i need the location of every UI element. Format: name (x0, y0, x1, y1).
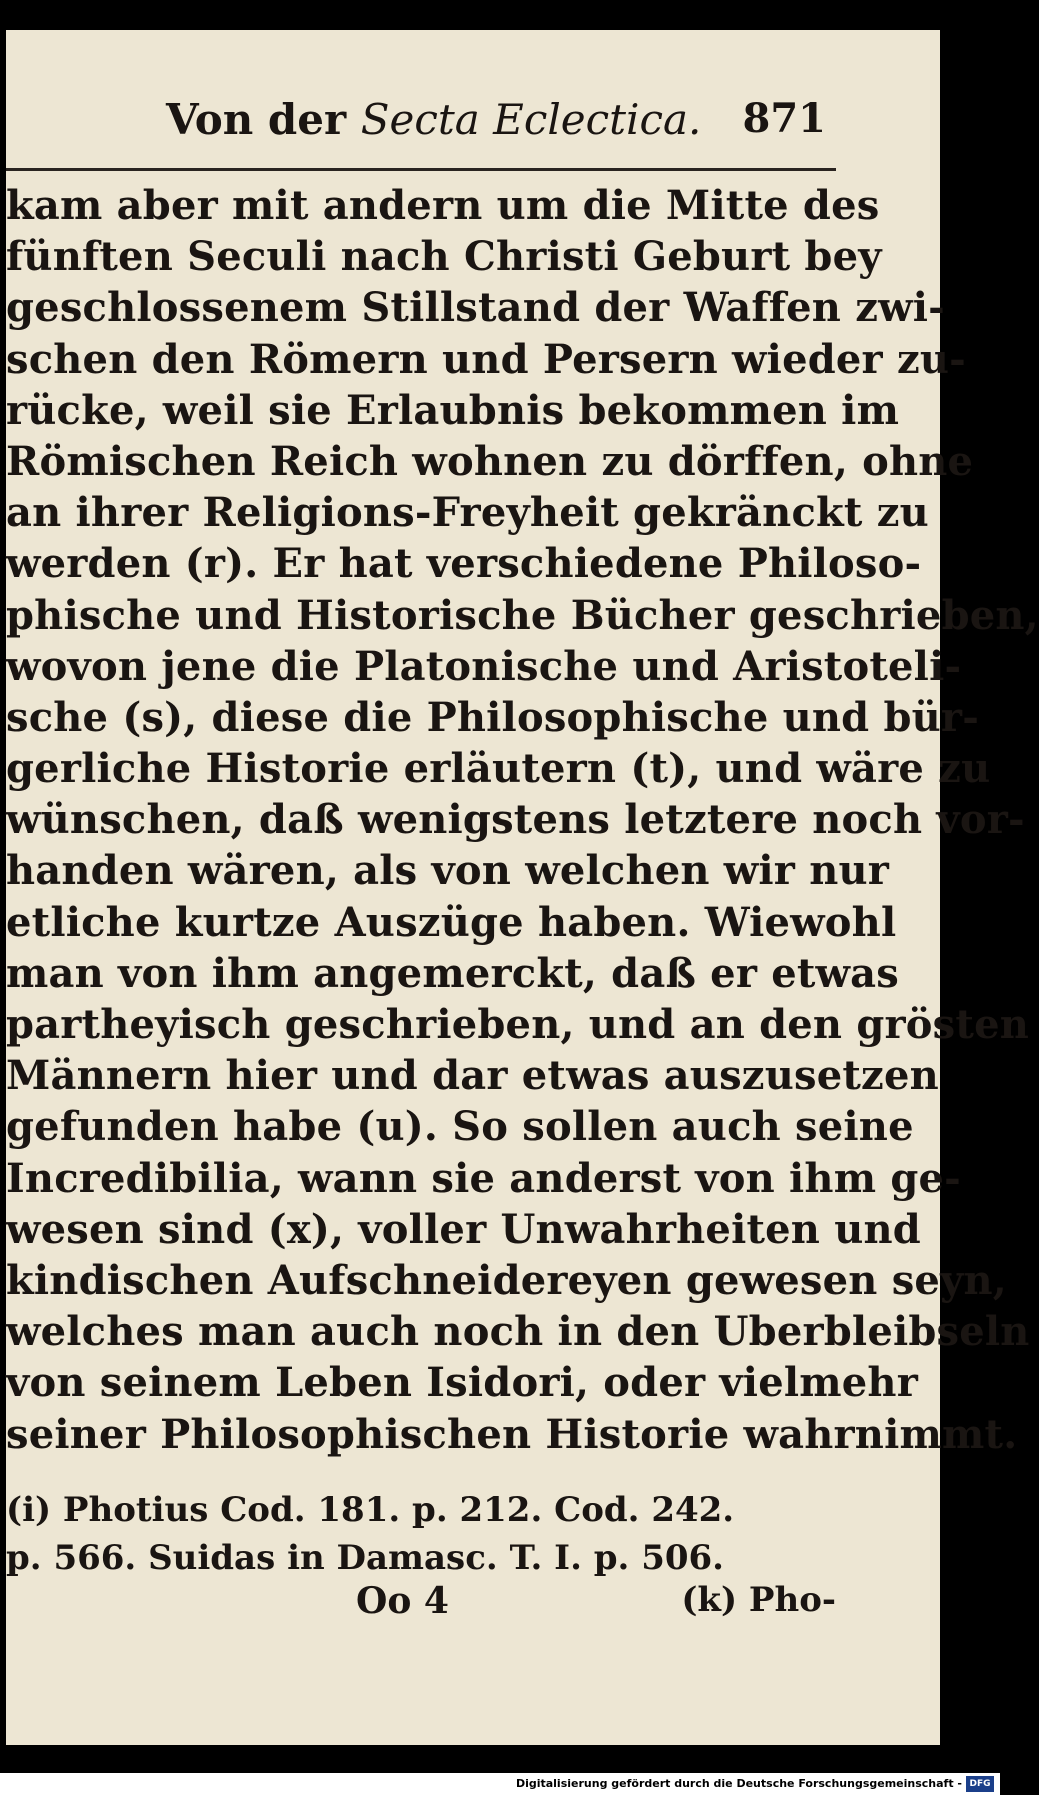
footnotes (6, 1486, 836, 1582)
book-page (6, 30, 1039, 1745)
text-line: kindischen Aufschneidereyen gewesen seyn, (6, 1256, 1007, 1304)
text-line: gefunden habe (u). So sollen auch seine (6, 1103, 914, 1151)
catchword: (k) Pho- (681, 1580, 836, 1620)
dfg-banner (0, 1773, 1000, 1795)
dfg-banner-text: Digitalisierung gefördert durch die Deutsche Forschungsgemeinschaft - (515, 1777, 962, 1790)
footnote-line: p. 566. Suidas in Damasc. T. I. p. 506. (6, 1538, 725, 1578)
text-line: fünften Seculi nach Christi Geburt bey (6, 233, 882, 281)
text-line: gerliche Historie erläutern (t), und wäre zu (6, 745, 991, 793)
body-text (6, 180, 1039, 1460)
running-title: Von der Secta Eclectica. (166, 95, 702, 144)
text-line: geschlossenem Stillstand der Waffen zwi- (6, 284, 945, 332)
page-footer (6, 1580, 836, 1630)
text-line: handen wären, als von welchen wir nur (6, 847, 890, 895)
text-line: werden (r). Er hat verschiedene Philoso- (6, 540, 922, 588)
running-header (166, 85, 826, 155)
text-line: seiner Philosophischen Historie wahrnimmt. (6, 1410, 1018, 1458)
text-line: wovon jene die Platonische und Aristoteli- (6, 642, 962, 690)
text-line: kam aber mit andern um die Mitte des (6, 182, 880, 229)
text-line: Römischen Reich wohnen zu dörffen, ohne (6, 437, 974, 485)
text-line: partheyisch geschrieben, und an den grösten (6, 1001, 1029, 1048)
header-rule (6, 168, 836, 171)
dfg-logo: DFG (966, 1776, 994, 1792)
footnote-line: (i) Photius Cod. 181. p. 212. Cod. 242. (6, 1490, 735, 1530)
signature-mark: Oo 4 (356, 1580, 449, 1622)
running-title-italic: Secta Eclectica. (360, 95, 702, 144)
text-line: etliche kurtze Auszüge haben. Wiewohl (6, 898, 897, 946)
text-line: sche (s), diese die Philosophische und bür- (6, 693, 979, 741)
text-line: Incredibilia, wann sie anderst von ihm ge- (6, 1154, 961, 1202)
text-line: rücke, weil sie Erlaubnis bekommen im (6, 386, 900, 434)
text-line: wesen sind (x), voller Unwahrheiten und (6, 1205, 921, 1253)
text-line: Männern hier und dar etwas auszusetzen (6, 1052, 939, 1100)
text-line: wünschen, daß wenigstens letztere noch vor- (6, 796, 1025, 844)
text-line: von seinem Leben Isidori, oder vielmehr (6, 1359, 918, 1407)
text-line: man von ihm angemerckt, daß er etwas (6, 949, 900, 997)
page-number: 871 (742, 95, 826, 142)
text-line: schen den Römern und Persern wieder zu- (6, 335, 966, 383)
text-line: phische und Historische Bücher geschrieben, (6, 591, 1039, 639)
text-line: an ihrer Religions-Freyheit gekränckt zu (6, 489, 929, 537)
text-line: welches man auch noch in den Uberbleibseln (6, 1308, 1030, 1356)
